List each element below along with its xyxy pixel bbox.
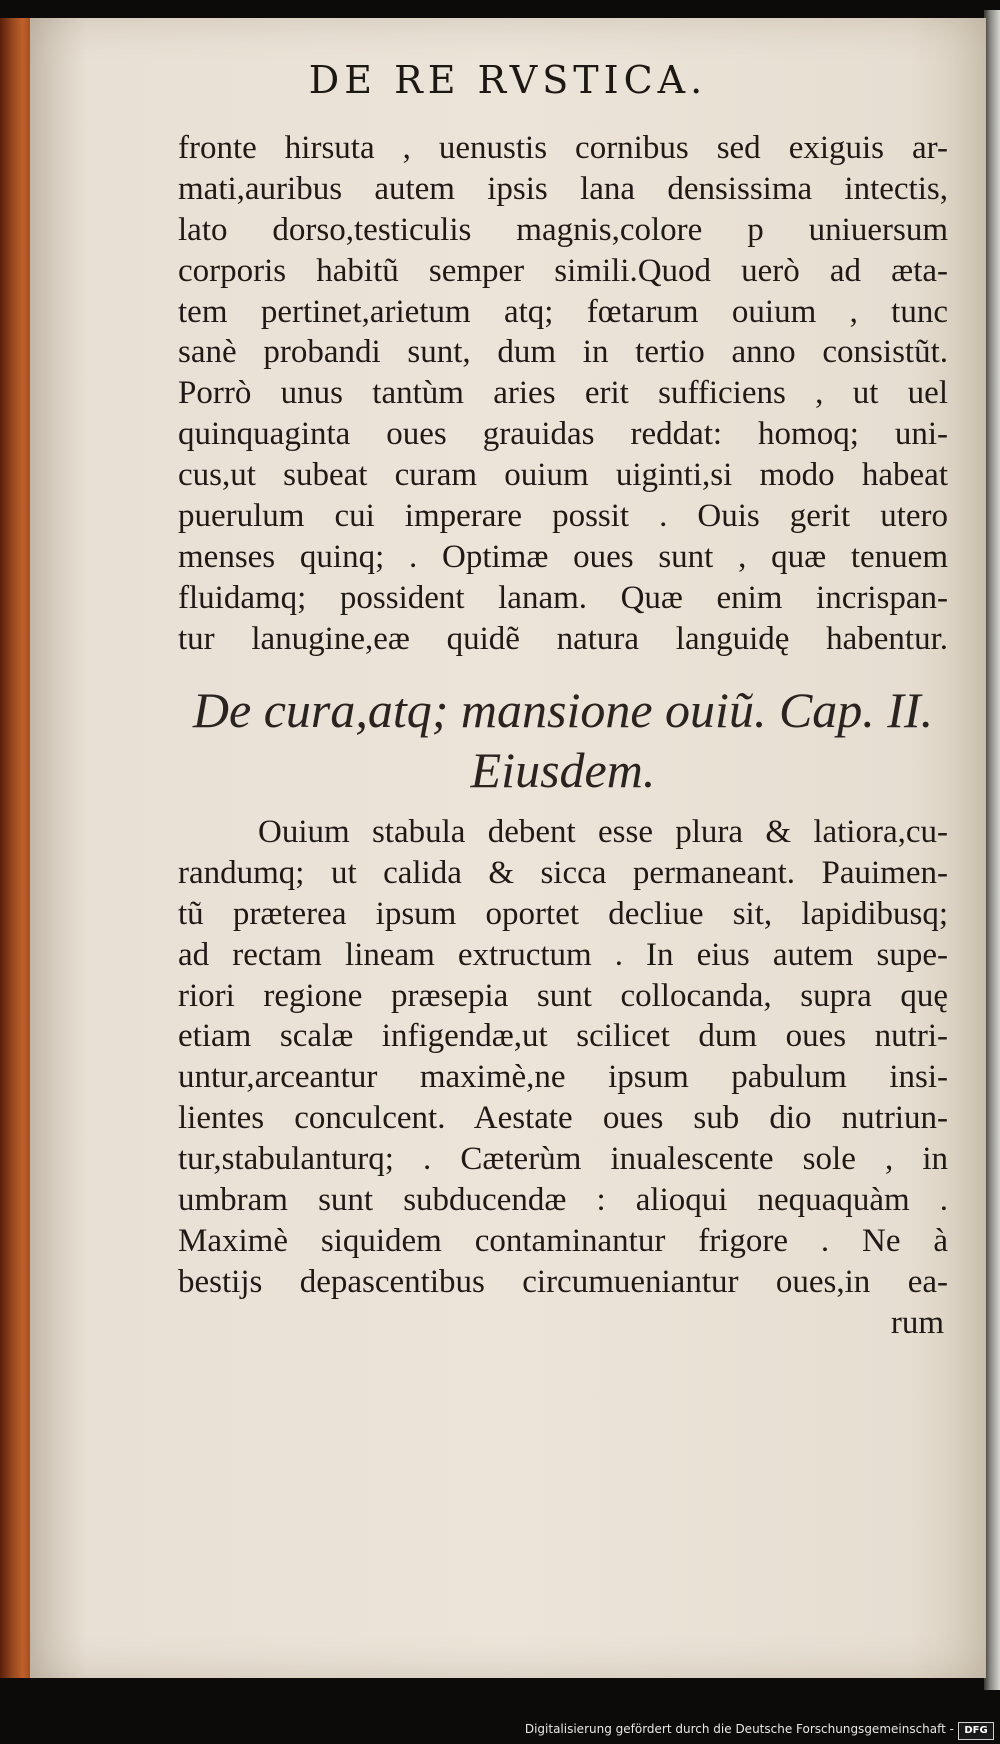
text-line: tur lanugine,eæ quidẽ natura languidę habentur.: [178, 620, 948, 657]
text-line: sanè probandi sunt, dum in tertio anno consistũt.: [178, 334, 948, 371]
text-line: Porrò unus tantùm aries erit sufficiens , ut uel: [178, 375, 948, 412]
text-line: untur,arceantur maximè,ne ipsum pabulum insi-: [178, 1059, 948, 1096]
catchword: rum: [890, 1304, 944, 1341]
text-line: lientes conculcent. Aestate oues sub dio nutriun-: [178, 1100, 948, 1137]
text-line: corporis habitũ semper simili.Quod uerò ad æta-: [178, 252, 948, 289]
chapter-heading-line-1: De cura,atq; mansione ouiũ. Cap. II.: [192, 682, 934, 738]
text-line: randumq; ut calida & sicca permaneant. Pauimen-: [178, 854, 948, 891]
text-line: menses quinq; . Optimæ oues sunt , quæ tenuem: [178, 538, 948, 575]
text-line: puerulum cui imperare possit . Ouis gerit utero: [178, 498, 948, 535]
footer-bar: [0, 1719, 1000, 1744]
paragraph-2: [178, 812, 948, 1344]
text-line: cus,ut subeat curam ouium uiginti,si modo habeat: [178, 457, 948, 494]
paragraph-1: [178, 128, 948, 660]
text-line: bestijs depascentibus circumueniantur oues,in ea-: [178, 1263, 948, 1300]
running-head: DE RE RVSTICA.: [308, 58, 708, 102]
chapter-heading-line-2: Eiusdem.: [470, 742, 656, 798]
text-line: tũ præterea ipsum oportet decliue sit, lapidibusq;: [178, 895, 948, 932]
chapter-heading: [178, 680, 948, 800]
text-line: quinquaginta oues grauidas reddat: homoq; uni-: [178, 416, 948, 453]
text-line: ad rectam lineam extructum . In eius autem supe-: [178, 936, 948, 973]
text-line: tem pertinet,arietum atq; fœtarum ouium , tunc: [178, 293, 948, 330]
text-line: etiam scalæ infigendæ,ut scilicet dum oues nutri-: [178, 1018, 948, 1055]
text-line: tur,stabulanturq; . Cæterùm inualescente sole , in: [178, 1141, 948, 1178]
text-line: umbram sunt subducendæ : alioqui nequaquàm .: [178, 1182, 948, 1219]
text-line: riori regione præsepia sunt collocanda, supra quę: [178, 977, 948, 1014]
text-line: lato dorso,testiculis magnis,colore p uniuersum: [178, 211, 948, 248]
text-line: mati,auribus autem ipsis lana densissima intectis,: [178, 170, 948, 207]
text-line: fluidamq; possident lanam. Quæ enim incrispan-: [178, 579, 948, 616]
text-line: fronte hirsuta , uenustis cornibus sed exiguis ar-: [178, 130, 948, 166]
text-line: Ouium stabula debent esse plura & latiora,cu-: [258, 814, 948, 850]
text-line: Maximè siquidem contaminantur frigore . Ne à: [178, 1222, 948, 1259]
page-edge-right: [984, 10, 1000, 1690]
dfg-logo-icon: DFG: [958, 1722, 994, 1740]
footer-credit: Digitalisierung gefördert durch die Deutsche Forschungsgemeinschaft -: [524, 1722, 954, 1736]
